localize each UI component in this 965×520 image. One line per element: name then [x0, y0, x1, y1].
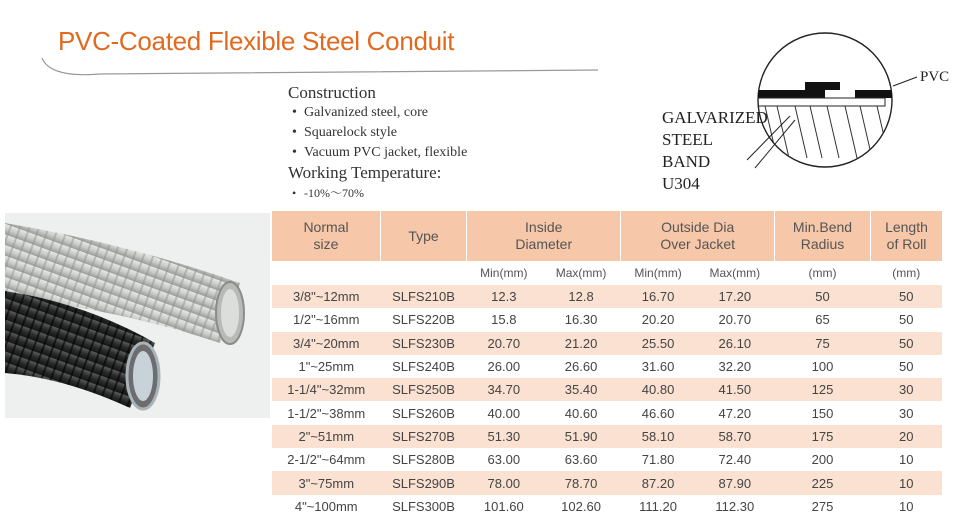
table-cell: 3"~75mm: [272, 471, 381, 494]
table-cell: SLFS280B: [392, 452, 455, 468]
table-cell: SLFS270B: [381, 425, 467, 448]
table-cell: 20.20: [641, 312, 675, 328]
band-label: GALVARIZED STEEL BAND U304: [662, 108, 768, 193]
table-cell: 10: [871, 471, 943, 494]
conduit-product-photo: [5, 213, 270, 418]
table-cell: 225: [775, 471, 871, 494]
table-cell: 12.3: [467, 285, 542, 308]
working-temperature-heading: Working Temperature:: [288, 163, 442, 182]
table-row: [272, 448, 942, 471]
header-type: Type: [381, 211, 467, 261]
table-cell: 10: [899, 498, 914, 514]
table-cell: 87.20: [621, 471, 695, 494]
table-cell: 50: [871, 285, 943, 308]
table-cell: 46.60: [641, 405, 675, 421]
page-title: PVC-Coated Flexible Steel Conduit: [58, 26, 455, 56]
table-subheader-row: [272, 261, 942, 285]
table-cell: 26.00: [487, 359, 521, 375]
table-cell: 16.70: [621, 285, 695, 308]
pvc-label: PVC: [920, 69, 950, 85]
table-cell: SLFS210B: [381, 285, 467, 308]
table-cell: 2"~51mm: [272, 425, 381, 448]
table-cell: 30: [899, 405, 914, 421]
subheader-cell: (mm): [892, 266, 921, 280]
construction-item: • Vacuum PVC jacket, flexible: [292, 145, 468, 160]
subheader-cell: Min(mm): [480, 266, 528, 280]
table-row: [272, 355, 942, 378]
table-cell: 41.50: [695, 378, 774, 401]
table-row: [272, 425, 942, 448]
table-cell: 101.60: [483, 498, 524, 514]
table-cell: 58.10: [621, 425, 695, 448]
construction-item: • Galvanized steel, core: [292, 105, 428, 120]
table-row: [272, 332, 942, 355]
table-cell: 40.80: [621, 378, 695, 401]
table-cell: SLFS220B: [392, 312, 455, 328]
table-cell: 3/4"~20mm: [272, 332, 381, 355]
table-row: [272, 401, 942, 424]
table-cell: 17.20: [695, 285, 774, 308]
table-cell: 20.70: [718, 312, 752, 328]
table-cell: 34.70: [467, 378, 542, 401]
table-cell: 112.30: [715, 498, 755, 514]
table-cell: 31.60: [641, 359, 675, 375]
table-cell: 58.70: [695, 425, 774, 448]
conduit-cross-section-diagram: [655, 28, 965, 203]
subheader-cell: Min(mm): [634, 266, 682, 280]
table-cell: 87.90: [695, 471, 774, 494]
table-cell: 2-1/2"~64mm: [287, 452, 366, 468]
header-normal-size: Normal size: [272, 211, 381, 261]
table-row: [272, 378, 942, 401]
table-cell: 10: [899, 452, 914, 468]
construction-section: [288, 83, 467, 203]
table-cell: 275: [811, 498, 834, 514]
table-cell: 20: [871, 425, 943, 448]
table-cell: SLFS240B: [392, 359, 455, 375]
table-cell: SLFS260B: [392, 405, 455, 421]
table-cell: 75: [775, 332, 871, 355]
table-cell: 111.20: [639, 498, 677, 514]
table-cell: 50: [871, 332, 943, 355]
table-cell: 78.00: [467, 471, 542, 494]
table-cell: 51.90: [541, 425, 621, 448]
table-cell: 102.60: [561, 498, 601, 514]
header-inside-diameter: Inside Diameter: [467, 211, 621, 261]
title-underline-swoosh: [40, 56, 600, 86]
construction-item: • Squarelock style: [292, 125, 397, 140]
table-cell: 16.30: [564, 312, 598, 328]
table-header-row: [272, 211, 942, 261]
table-cell: 71.80: [641, 452, 675, 468]
table-cell: 175: [775, 425, 871, 448]
subheader-cell: [381, 261, 467, 285]
construction-list: [288, 103, 467, 163]
table-cell: SLFS230B: [381, 332, 467, 355]
table-cell: 78.70: [541, 471, 621, 494]
table-cell: 26.60: [564, 359, 598, 375]
table-cell: 50: [899, 359, 914, 375]
table-cell: 150: [811, 405, 834, 421]
construction-heading: Construction: [288, 83, 376, 102]
table-cell: 63.60: [564, 452, 598, 468]
header-outside-dia: Outside Dia Over Jacket: [621, 211, 775, 261]
table-cell: 63.00: [487, 452, 521, 468]
table-cell: 30: [871, 378, 943, 401]
table-cell: SLFS300B: [392, 498, 455, 514]
specification-table: [272, 211, 942, 518]
table-cell: 100: [811, 359, 834, 375]
subheader-cell: (mm): [808, 266, 837, 280]
working-temperature-value: • -10%～70%: [292, 186, 364, 200]
subheader-cell: Max(mm): [555, 266, 607, 280]
table-cell: 32.20: [718, 359, 752, 375]
table-cell: 125: [775, 378, 871, 401]
table-cell: 35.40: [541, 378, 621, 401]
table-cell: 4"~100mm: [294, 498, 358, 514]
table-cell: 12.8: [541, 285, 621, 308]
subheader-cell: Max(mm): [709, 266, 761, 280]
table-cell: 25.50: [621, 332, 695, 355]
header-min-bend-radius: Min.Bend Radius: [775, 211, 871, 261]
table-cell: 1/2"~16mm: [293, 312, 360, 328]
subheader-cell: [272, 261, 381, 285]
table-row: [272, 285, 942, 308]
table-cell: 1-1/2"~38mm: [287, 405, 366, 421]
table-cell: 1-1/4"~32mm: [272, 378, 381, 401]
table-cell: 200: [811, 452, 834, 468]
table-row: [272, 495, 942, 518]
table-cell: 20.70: [467, 332, 542, 355]
table-cell: SLFS290B: [381, 471, 467, 494]
table-cell: 47.20: [718, 405, 752, 421]
table-row: [272, 308, 942, 331]
table-cell: 40.00: [487, 405, 521, 421]
table-cell: 3/8"~12mm: [272, 285, 381, 308]
table-cell: 15.8: [491, 312, 517, 328]
table-cell: 21.20: [541, 332, 621, 355]
table-cell: 1"~25mm: [298, 359, 355, 375]
table-row: [272, 471, 942, 494]
table-cell: 50: [775, 285, 871, 308]
table-cell: 50: [899, 312, 914, 328]
table-cell: 51.30: [467, 425, 542, 448]
header-length-of-roll: Length of Roll: [871, 211, 943, 261]
table-cell: SLFS250B: [381, 378, 467, 401]
table-cell: 72.40: [718, 452, 752, 468]
table-cell: 40.60: [564, 405, 598, 421]
table-cell: 65: [815, 312, 830, 328]
table-cell: 26.10: [695, 332, 774, 355]
